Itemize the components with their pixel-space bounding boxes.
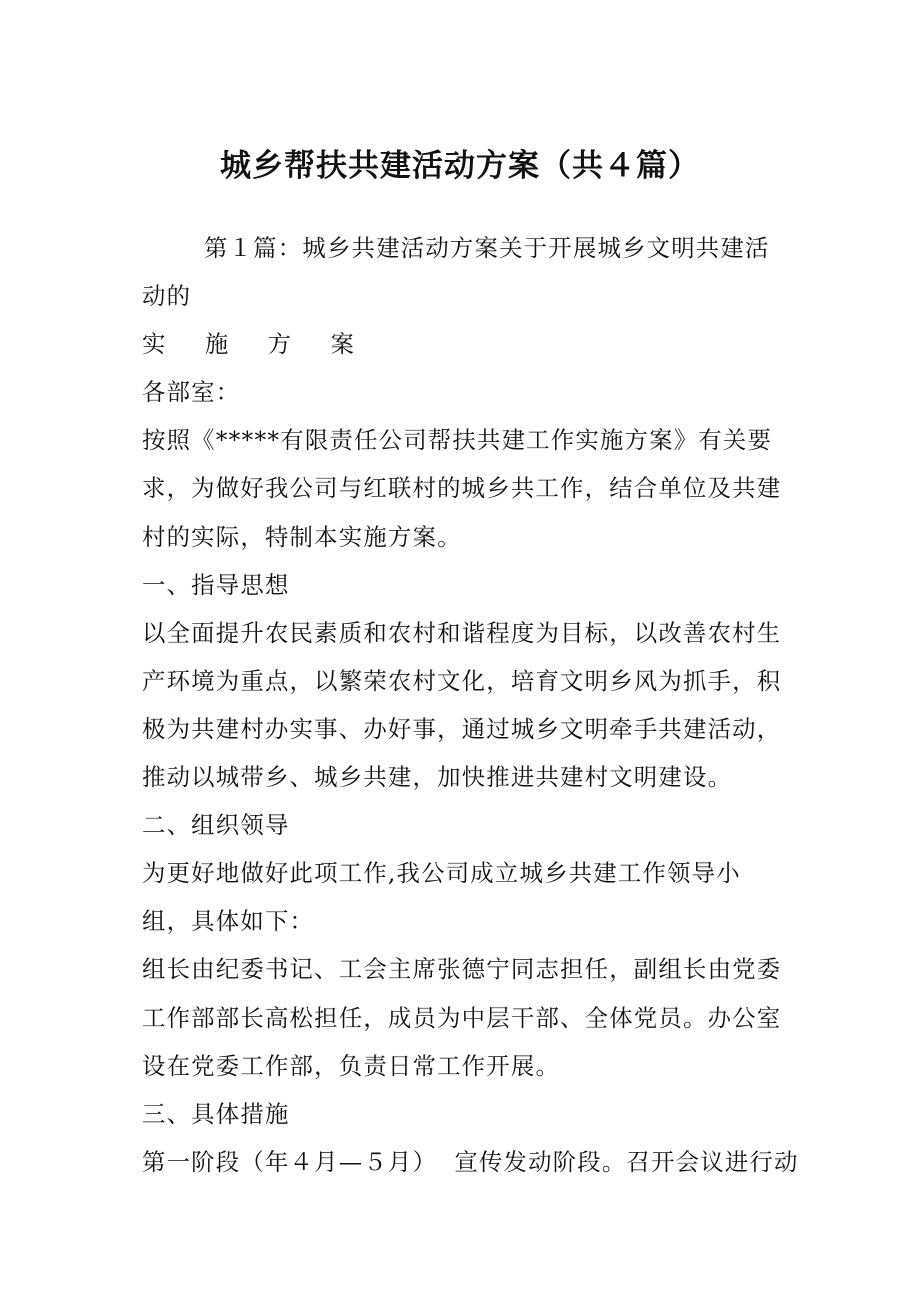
document-title: 城乡帮扶共建活动方案（共４篇） [220, 148, 700, 184]
document-body [142, 224, 799, 1186]
paragraph-leadership: 组长由纪委书记、工会主席张德宁同志担任，副组长由党委工作部部长高松担任，成员为中层干部、全体党员。办公室设在党委工作部，负责日常工作开展。 [142, 955, 782, 1080]
paragraph-salutation: 各部室： [142, 378, 241, 407]
paragraph-intro: 第１篇：城乡共建活动方案关于开展城乡文明共建活动的 [142, 234, 770, 311]
section-heading-organization: 二、组织领导 [142, 811, 290, 840]
paragraph-phase-one: 第一阶段（年４月—５月） 宣传发动阶段。召开会议进行动 [142, 1147, 799, 1176]
paragraph-guiding-thought: 以全面提升农民素质和农村和谐程度为目标，以改善农村生产环境为重点，以繁荣农村文化，培育文明乡风为抓手，积极为共建村办实事、办好事，通过城乡文明牵手共建活动，推动以城带乡、城乡共建，加快推进共建村文明建设。 [142, 618, 782, 792]
paragraph-purpose: 按照《*****有限责任公司帮扶共建工作实施方案》有关要求，为做好我公司与红联村的城乡共工作，结合单位及共建村的实际，特制本实施方案。 [142, 426, 782, 551]
paragraph-organization: 为更好地做好此项工作,我公司成立城乡共建工作领导小组，具体如下： [142, 859, 741, 936]
paragraph-plan-heading: 实 施 方 案 [142, 330, 370, 359]
section-heading-guiding-thought: 一、指导思想 [142, 570, 290, 599]
section-heading-measures: 三、具体措施 [142, 1099, 290, 1128]
